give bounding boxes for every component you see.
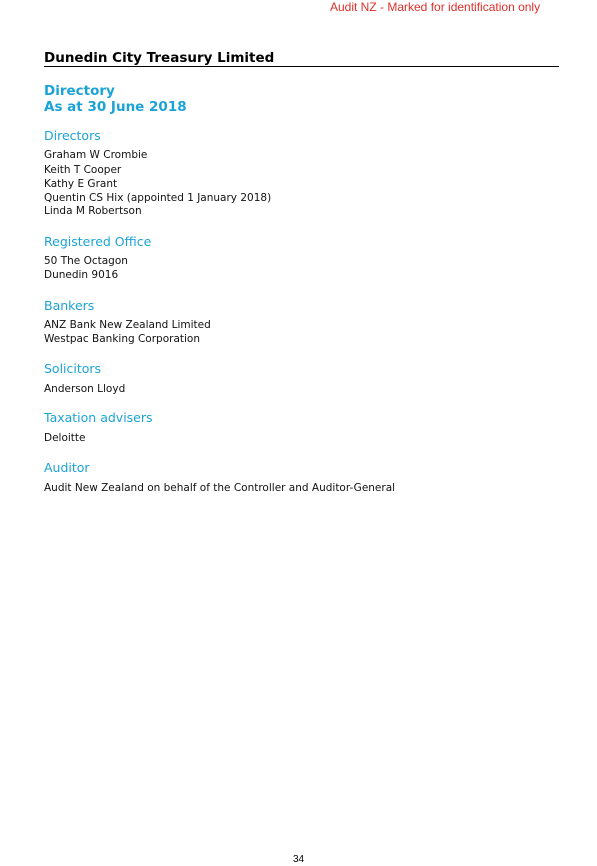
company-name: Dunedin City Treasury Limited [44, 50, 559, 67]
solicitors-heading: Solicitors [44, 361, 102, 376]
page-number: 34 [292, 854, 305, 865]
document-date: As at 30 June 2018 [44, 99, 187, 115]
taxation-advisers-heading: Taxation advisers [44, 410, 153, 425]
document-title: Directory [44, 83, 115, 99]
auditor-name: Audit New Zealand on behalf of the Controller and Auditor-General [44, 482, 396, 494]
director-name: Quentin CS Hix (appointed 1 January 2018) [44, 192, 272, 204]
audit-stamp: Audit NZ - Marked for identification only [330, 0, 541, 14]
director-name: Kathy E Grant [44, 178, 118, 190]
address-line: Dunedin 9016 [44, 269, 119, 281]
banker-name: ANZ Bank New Zealand Limited [44, 319, 211, 331]
bankers-heading: Bankers [44, 298, 95, 313]
banker-name: Westpac Banking Corporation [44, 333, 200, 345]
director-name: Graham W Crombie [44, 149, 148, 161]
solicitor-name: Anderson Lloyd [44, 383, 126, 395]
director-name: Keith T Cooper [44, 164, 122, 176]
directors-heading: Directors [44, 128, 101, 143]
auditor-heading: Auditor [44, 460, 90, 475]
tax-adviser-name: Deloitte [44, 432, 86, 444]
address-line: 50 The Octagon [44, 255, 128, 267]
registered-office-heading: Registered Office [44, 234, 152, 249]
director-name: Linda M Robertson [44, 205, 142, 217]
